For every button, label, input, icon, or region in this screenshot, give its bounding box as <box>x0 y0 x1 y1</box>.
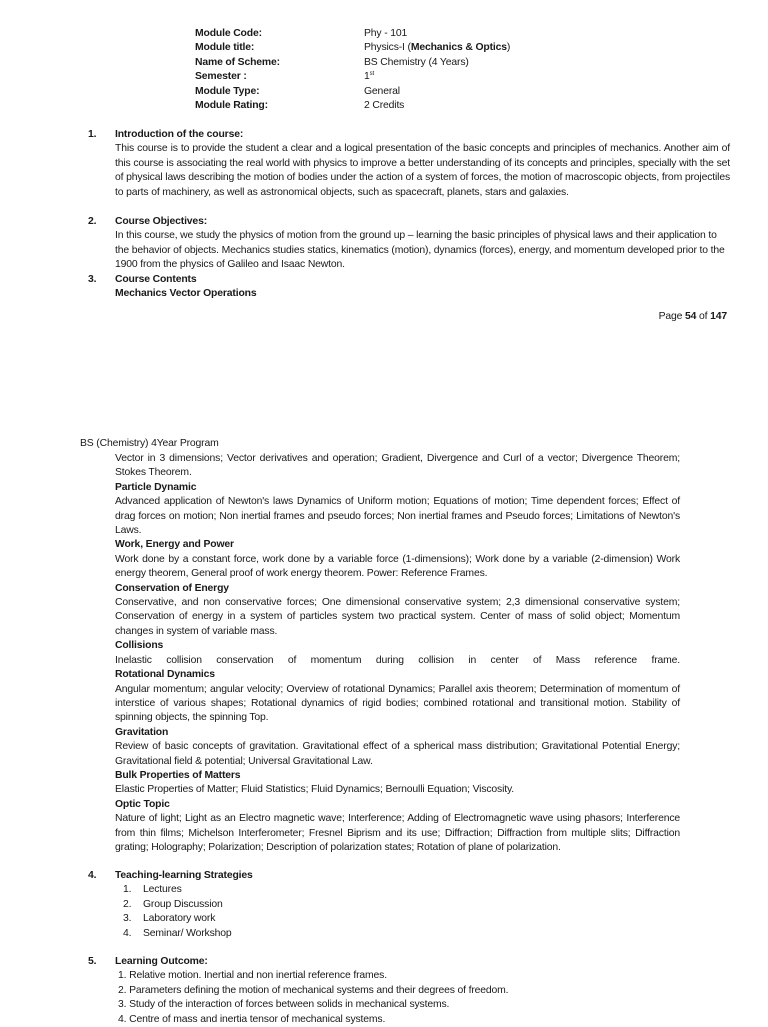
strategy-list <box>115 883 730 941</box>
page-total: 147 <box>710 311 727 322</box>
item-text: Group Discussion <box>143 898 223 910</box>
course-contents-list <box>115 452 680 855</box>
module-title-bold: Mechanics & Optics <box>410 42 507 54</box>
particle-dynamic-text: Advanced application of Newton's laws Dynamics of Uniform motion; Equations of motion; Time dependent forces; Effect of drag forces on motion; Non inertial frames and pseudo forces; Non inertial frames and Pseudo forces; Limitations of Newton's Laws. <box>115 496 680 537</box>
section-title: Course Contents <box>115 274 197 285</box>
particle-dynamic-heading: Particle Dynamic <box>115 481 197 493</box>
section-subtitle: Mechanics Vector Operations <box>115 288 257 300</box>
outcome-list <box>115 969 730 1027</box>
list-item: 4. Centre of mass and inertia tensor of mechanical systems. <box>118 1013 386 1025</box>
module-type-value: General <box>364 85 400 97</box>
page-middle: of <box>696 311 711 322</box>
scheme-label: Name of Scheme: <box>195 56 280 68</box>
gravitation-text: Review of basic concepts of gravitation. Gravitational effect of a spherical mass distribution; Gravitational Potential Energy; Gravitational field & potential; Universal Gravitational Law. <box>115 741 680 767</box>
list-item <box>123 883 730 897</box>
section-title: Introduction of the course: <box>115 129 244 140</box>
module-title-suffix: ) <box>506 42 511 54</box>
collisions-text: Inelastic collision conservation of momentum during collision in center of Mass reference frame. <box>115 654 680 666</box>
section-number: 1. <box>88 129 97 140</box>
section-contents <box>88 273 730 302</box>
conservation-heading: Conservation of Energy <box>115 582 229 594</box>
work-energy-text: Work done by a constant force, work done by a variable force (1-dimensions); Work done by a variable (2-dimension) Work energy theorem, General proof of work energy theorem. Power: Reference Frames. <box>115 553 680 580</box>
program-header: BS (Chemistry) 4Year Program <box>80 438 219 449</box>
module-rating-label: Module Rating: <box>195 99 268 111</box>
rotational-text: Angular momentum; angular velocity; Overview of rotational Dynamics; Parallel axis theorem; Determination of momentum of interstice of various shapes; Rotational dynamics of rigid bodies; combined rotational and transitional motion. Stability of spinning objects, the spinning Top. <box>115 683 680 724</box>
module-code-value: Phy - 101 <box>364 28 408 39</box>
section-title: Teaching-learning Strategies <box>115 870 253 881</box>
section-body: This course is to provide the student a clear and a logical presentation of the basic concepts and principles of mechanics. Another aim of this course is associating the real world with physics to improve a better understanding of its concepts and principles, specially with the set of physical laws describing the motion of bodies under the action of a system of forces, the motion of macroscopic objects, from projectiles to parts of machinery, as well as astronomical objects, such as spacecraft, planets, stars and galaxies. <box>115 143 730 198</box>
semester-suffix: st <box>369 71 375 78</box>
list-item: 2. Parameters defining the motion of mechanical systems and their degrees of freedom. <box>118 984 509 996</box>
module-title-label: Module title: <box>195 42 255 54</box>
module-title-prefix: Physics-I ( <box>364 42 411 54</box>
item-text: Laboratory work <box>143 913 216 925</box>
collisions-heading: Collisions <box>115 640 164 652</box>
item-text: Lectures <box>143 884 182 896</box>
section-teaching-strategies <box>88 869 730 941</box>
work-energy-heading: Work, Energy and Power <box>115 539 234 551</box>
list-item: 3. Study of the interaction of forces between solids in mechanical systems. <box>118 999 450 1011</box>
scheme-value: BS Chemistry (4 Years) <box>364 56 469 68</box>
section-learning-outcome <box>88 955 730 1027</box>
module-rating-value: 2 Credits <box>364 99 405 111</box>
list-item <box>123 927 730 941</box>
module-code-label: Module Code: <box>195 28 262 39</box>
module-type-label: Module Type: <box>195 85 260 97</box>
conservation-text: Conservative, and non conservative forces; One dimensional conservative system; 2,3 dimensional conservative system; Conservation of energy in a system of particles system two practical system. Center of mass of solid object; Momentum changes in system of variable mass. <box>115 597 680 637</box>
page-current: 54 <box>685 311 697 322</box>
rotational-heading: Rotational Dynamics <box>115 669 215 681</box>
item-number: 2. <box>123 898 132 910</box>
item-number: 1. <box>123 884 132 896</box>
optic-heading: Optic Topic <box>115 798 170 810</box>
section-title: Learning Outcome: <box>115 956 208 967</box>
gravitation-heading: Gravitation <box>115 726 169 738</box>
list-item <box>123 898 730 912</box>
section-introduction <box>88 128 730 200</box>
list-item: 1. Relative motion. Inertial and non inertial reference frames. <box>118 970 387 982</box>
item-number: 4. <box>123 927 132 939</box>
optic-text: Nature of light; Light as an Electro magnetic wave; Interference; Adding of Electromagnetic wave using phasors; Interference from thin films; Michelson Interferometer; Fresnel Biprism and its use; Diffraction; Diffraction from multiple slits; Diffraction grating; Holography; Polarization; Description of polarization states; Rotation of plane of polarization. <box>115 813 680 853</box>
vector-text: Vector in 3 dimensions; Vector derivatives and operation; Gradient, Divergence and Curl of a vector; Divergence Theorem; Stokes Theorem. <box>115 453 680 479</box>
section-number: 3. <box>88 274 97 285</box>
bulk-properties-heading: Bulk Properties of Matters <box>115 769 241 781</box>
section-objectives <box>88 215 730 273</box>
page-prefix: Page <box>658 311 685 322</box>
module-title-value <box>364 41 510 55</box>
semester-value <box>364 70 374 84</box>
list-item <box>123 912 730 926</box>
item-number: 3. <box>123 913 132 925</box>
section-number: 2. <box>88 216 97 227</box>
section-number: 5. <box>88 956 97 967</box>
item-text: Seminar/ Workshop <box>143 927 232 939</box>
bulk-properties-text: Elastic Properties of Matter; Fluid Statistics; Fluid Dynamics; Bernoulli Equation; Viscosity. <box>115 784 514 796</box>
semester-number: 1 <box>364 71 370 83</box>
semester-label: Semester : <box>195 71 247 83</box>
section-number: 4. <box>88 870 97 881</box>
section-title: Course Objectives: <box>115 216 208 227</box>
page-number <box>659 311 727 322</box>
section-body: In this course, we study the physics of motion from the ground up – learning the basic principles of physical laws and their application to the behavior of objects. Mechanics studies statics, kinematics (motion), dynamics (forces), energy, and momentum developed prior to the 1900 from the physics of Galileo and Isaac Newton. <box>115 230 725 271</box>
